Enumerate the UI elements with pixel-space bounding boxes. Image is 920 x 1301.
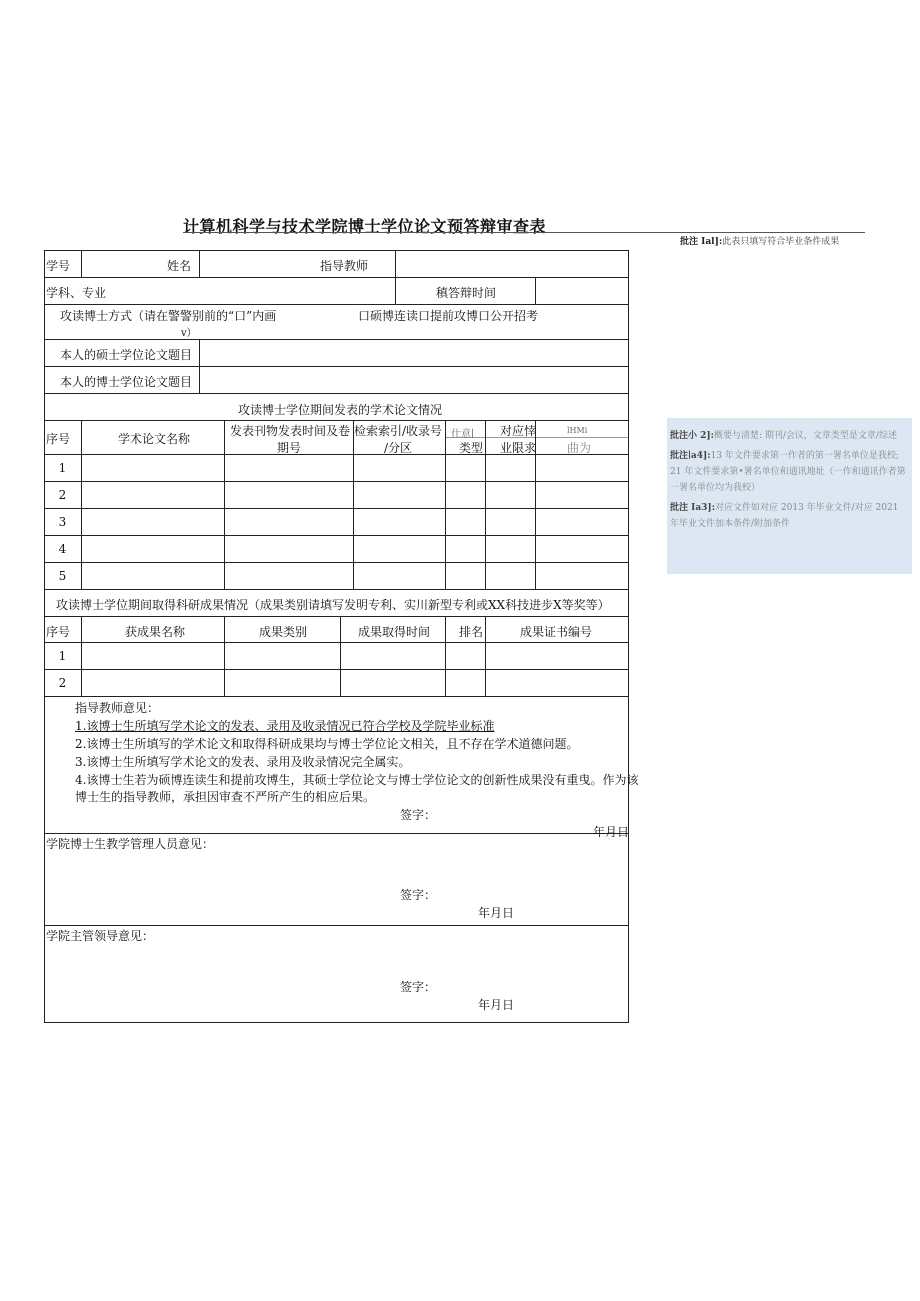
row-divider: [44, 562, 629, 563]
research-section-title: 攻读博士学位期间取得科研成果情况（成果类别请填写发明专利、实川新型专利或XX科技进步X等奖等）: [56, 598, 610, 612]
admin-sign-label: 签字：: [400, 888, 437, 902]
col-divider: [485, 420, 486, 589]
leader-sign-label: 签字：: [400, 980, 437, 994]
advisor-opinion-item-4-cont: 博士生的指导教师，承担因审查不严所产生的相应后果。: [75, 790, 376, 804]
col-divider: [81, 616, 82, 696]
research-row-seq: 2: [58, 676, 67, 690]
row-divider: [44, 925, 629, 926]
row-divider: [44, 339, 629, 340]
student-id-label: 学号: [46, 259, 71, 273]
advisor-label: 指导教师: [320, 259, 369, 273]
col-header-extra: lHMi: [567, 426, 588, 435]
study-mode-label-cont: v）: [181, 328, 197, 339]
admin-date-label: 年月日: [478, 906, 515, 920]
phd-thesis-title-label: 本人的博士学位论文题目: [60, 375, 193, 389]
study-mode-label: 攻读博士方式（请在警警别前的“口”内画: [60, 309, 277, 323]
paper-row-seq: 4: [58, 542, 67, 556]
col-header-index-2: /分区: [384, 441, 413, 455]
col-header-index: 检索索引/收录号: [354, 424, 443, 438]
col-divider: [224, 420, 225, 589]
comment-panel[interactable]: [667, 418, 912, 574]
master-thesis-title-label: 本人的硕士学位论文题目: [60, 348, 193, 362]
comment-tag: 批注∣a4]:: [670, 451, 711, 461]
comment-note-2[interactable]: [670, 428, 906, 444]
col-divider: [395, 277, 396, 304]
advisor-opinion-item-3: 3.该博士生所填写学术论文的发表、录用及收录情况完全属实。: [75, 755, 411, 769]
paper-row-seq: 2: [58, 488, 67, 502]
row-divider: [44, 454, 629, 455]
table-border-left: [44, 250, 45, 1023]
col-divider: [199, 339, 200, 393]
row-divider: [44, 304, 629, 305]
review-form-table: [44, 250, 639, 1023]
col-header-requirement: 对应悻: [500, 424, 537, 438]
leader-date-label: 年月日: [478, 998, 515, 1012]
table-border-bottom: [44, 1022, 629, 1023]
research-col-cert: 成果证书编号: [520, 625, 593, 639]
advisor-opinion-item-2: 2.该博士生所填写的学术论文和取得科研成果均与博士学位论文相关，且不存在学术道德问题。: [75, 737, 579, 751]
col-header-type: 仕意∣: [451, 429, 474, 440]
row-divider: [44, 277, 629, 278]
research-col-rank: 排名: [459, 625, 484, 639]
col-divider: [81, 250, 82, 277]
col-divider: [81, 420, 82, 589]
advisor-opinion-item-1: 1.该博士生所填写学术论文的发表、录用及收录情况已符合学校及学院毕业标准: [75, 719, 495, 733]
col-divider: [485, 616, 486, 696]
col-divider: [340, 616, 341, 696]
title-underline: [183, 232, 865, 233]
defense-time-label: 稹答辩时间: [436, 286, 497, 300]
comment-tag: 批注 Ia3]:: [670, 503, 716, 513]
col-header-seq: 序号: [46, 432, 71, 446]
papers-section-title: 攻读博士学位期间发表的学术论文情况: [238, 403, 443, 417]
row-divider: [44, 669, 629, 670]
row-divider: [44, 393, 629, 394]
col-header-venue-2: 期号: [277, 441, 302, 455]
research-row-seq: 1: [58, 649, 67, 663]
comment-note-3[interactable]: [670, 448, 906, 496]
paper-row-seq: 3: [58, 515, 67, 529]
row-divider: [44, 420, 629, 421]
research-col-seq: 序号: [46, 625, 71, 639]
row-divider: [44, 833, 629, 834]
comment-text: 13 年文件要求第一作者的第一署名单位是我校; 21 年文件要求第•署名单位和通讯地址（一作和通讯作者第一署名单位均为我校）: [670, 451, 906, 493]
comment-tag: 批注小 2]:: [670, 431, 714, 441]
row-divider: [44, 481, 629, 482]
advisor-opinion-title: 指导教师意见：: [75, 701, 160, 715]
research-col-category: 成果类别: [259, 625, 308, 639]
page-title: 计算机科学与技术学院博士学位论文预答辩审查表: [183, 217, 547, 236]
col-divider: [353, 420, 354, 589]
table-border-right: [628, 250, 629, 1023]
comment-note-4[interactable]: [670, 500, 906, 532]
comment-note-1[interactable]: [680, 234, 839, 247]
col-divider: [224, 616, 225, 696]
row-divider: [44, 616, 629, 617]
row-divider: [44, 696, 629, 697]
col-header-paper-name: 学术论文名称: [118, 432, 191, 446]
admin-opinion-title: 学院博士生教学管理人员意见：: [46, 837, 215, 851]
research-col-name: 获成果名称: [125, 625, 186, 639]
col-header-extra-2: 曲为: [567, 441, 592, 455]
col-header-type-2: 类型: [459, 441, 484, 455]
paper-row-seq: 5: [58, 569, 67, 583]
row-divider: [44, 508, 629, 509]
col-divider: [445, 420, 446, 589]
advisor-opinion-item-4: 4.该博士生若为硕博连读生和提前攻博生，其硕士学位论文与博士学位论文的创新性成果没有重曳。作为该: [75, 773, 639, 787]
research-col-time: 成果取得时间: [358, 625, 431, 639]
comment-text: 对应文件如对应 2013 年毕业文件/对应 2021 年毕业文件加本条件/附加条件: [670, 503, 899, 529]
paper-row-seq: 1: [58, 461, 67, 475]
row-divider: [44, 535, 629, 536]
comment-text: 此表只填写符合毕业条件成果: [722, 237, 840, 247]
comment-tag: 批注 Ial]:: [680, 237, 723, 247]
col-divider: [535, 277, 536, 304]
col-divider: [199, 250, 200, 277]
major-label: 学科、专业: [46, 286, 107, 300]
advisor-date-label: 年月日: [593, 825, 630, 839]
col-header-requirement-2: 业限求: [500, 441, 537, 455]
col-header-venue: 发表刊物发表时间及卷: [230, 424, 351, 438]
leader-opinion-title: 学院主管领导意见：: [46, 929, 155, 943]
col-divider: [395, 250, 396, 277]
study-mode-options[interactable]: 口硕博连读口提前攻博口公开招考: [358, 309, 539, 323]
row-divider: [44, 642, 629, 643]
name-label: 姓名: [167, 259, 192, 273]
advisor-sign-label: 签字：: [400, 808, 437, 822]
col-divider: [445, 616, 446, 696]
comment-text: 概要与清楚: 期刊/会议，文章类型是文章/综述: [713, 431, 897, 441]
row-divider: [44, 589, 629, 590]
table-border-top: [44, 250, 629, 251]
row-divider: [44, 366, 629, 367]
